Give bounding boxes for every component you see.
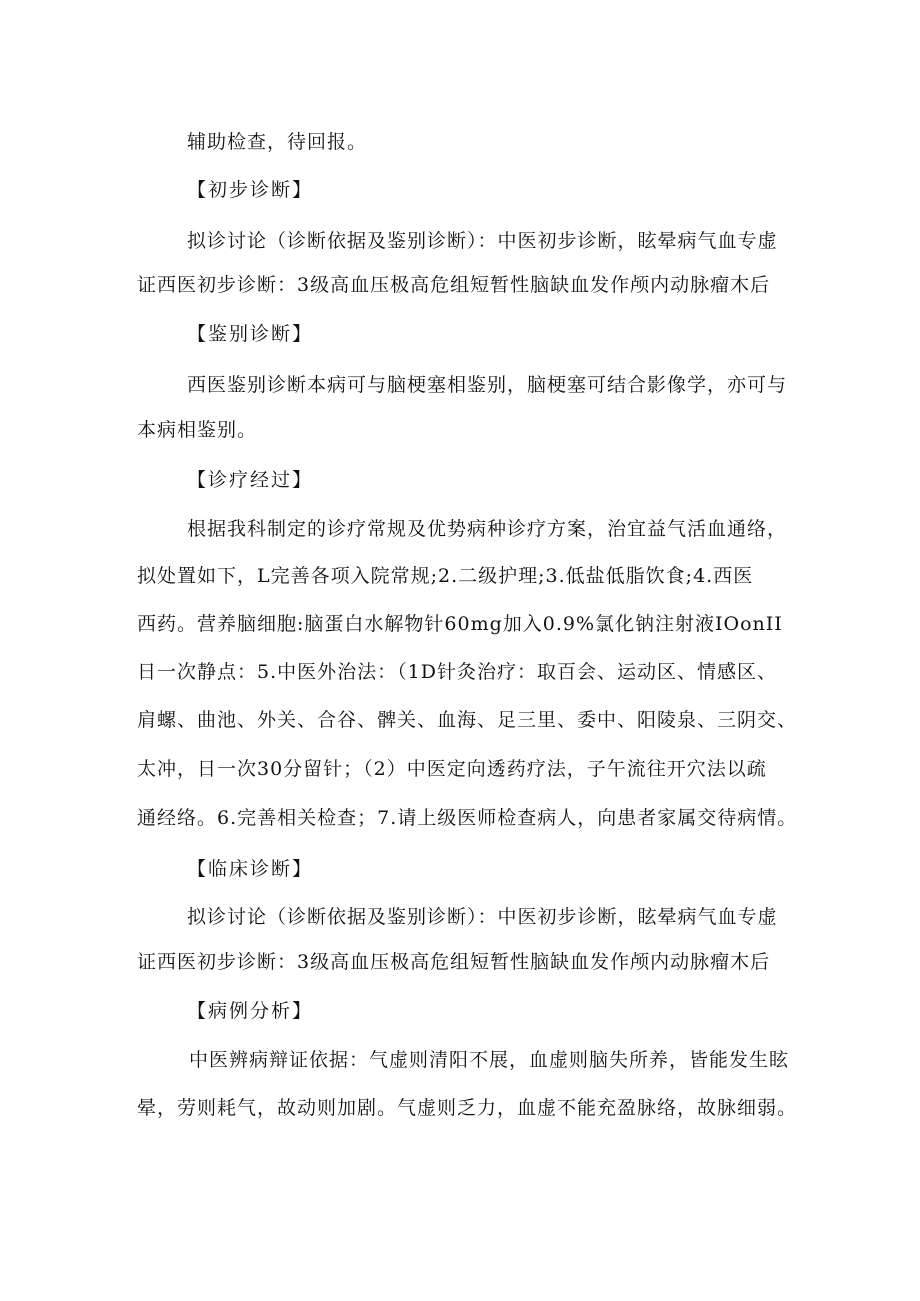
text-line: 西药。营养脑细胞:脑蛋白水解物针60mg加入0.9%氯化钠注射液IOonII <box>137 613 783 635</box>
text-line: 拟处置如下，L完善各项入院常规;2.二级护理;3.低盐低脂饮食;4.西医 <box>137 565 754 587</box>
section-heading-treatment-course: 【诊疗经过】 <box>187 469 314 491</box>
text-line: 太冲，日一次30分留针；（2）中医定向透药疗法，子午流往开穴法以疏 <box>137 758 767 780</box>
text-line: 日一次静点：5.中医外治法：（1D针灸治疗：取百会、运动区、情感区、 <box>137 661 777 683</box>
text-line: 西医鉴别诊断本病可与脑梗塞相鉴别，脑梗塞可结合影像学，亦可与 <box>187 374 788 396</box>
text-line: 证西医初步诊断：3级高血压极高危组短暂性脑缺血发作颅内动脉瘤木后 <box>137 951 771 973</box>
text-line: 证西医初步诊断：3级高血压极高危组短暂性脑缺血发作颅内动脉瘤木后 <box>137 274 771 296</box>
text-line: 中医辨病辩证依据：气虚则清阳不展，血虚则脑失所养，皆能发生眩 <box>189 1049 790 1071</box>
text-line: 本病相鉴别。 <box>137 419 258 441</box>
text-line: 拟诊讨论（诊断依据及鉴别诊断）：中医初步诊断，眩晕病气血专虚 <box>187 906 778 928</box>
text-line: 通经络。6.完善相关检查；7.请上级医师检查病人，向患者家属交待病情。 <box>137 807 798 829</box>
text-line: 辅助检查，待回报。 <box>187 131 368 153</box>
text-line: 拟诊讨论（诊断依据及鉴别诊断）：中医初步诊断，眩晕病气血专虚 <box>187 230 778 252</box>
section-heading-preliminary-diagnosis: 【初步诊断】 <box>187 179 314 201</box>
text-line: 肩螺、曲池、外关、合谷、髀关、血海、足三里、委中、阳陵泉、三阴交、 <box>137 709 798 731</box>
section-heading-differential-diagnosis: 【鉴别诊断】 <box>187 323 314 345</box>
section-heading-case-analysis: 【病例分析】 <box>187 1000 314 1022</box>
section-heading-clinical-diagnosis: 【临床诊断】 <box>187 858 314 880</box>
text-line: 晕，劳则耗气，故动则加剧。气虚则乏力，血虚不能充盈脉络，故脉细弱。 <box>137 1097 798 1119</box>
text-line: 根据我科制定的诊疗常规及优势病种诊疗方案，治宜益气活血通络， <box>187 518 788 540</box>
